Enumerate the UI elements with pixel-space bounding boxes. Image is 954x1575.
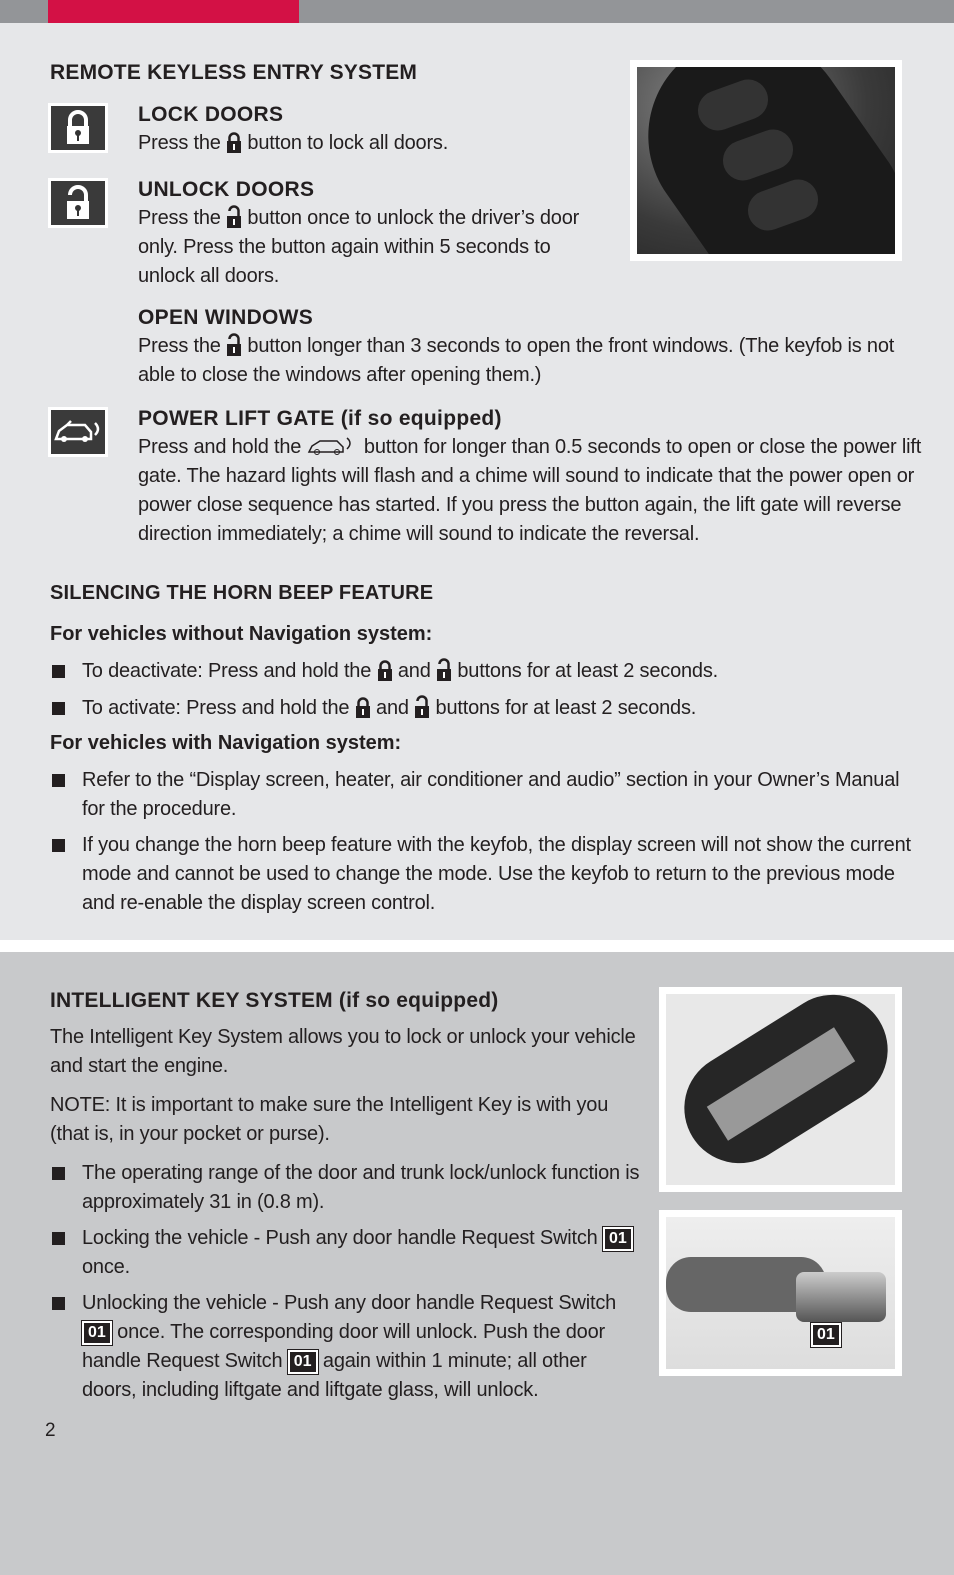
list-item: The operating range of the door and trunk lock/unlock function is approximately 31 in (0.8 m). — [50, 1159, 640, 1217]
lock-icon — [355, 696, 371, 718]
iks-note: NOTE: It is important to make sure the Intelligent Key is with you (that is, in your pocket or purse). — [50, 1094, 609, 1145]
text: and — [376, 697, 409, 719]
list-item — [50, 1224, 640, 1282]
lock-button-icon — [48, 103, 108, 153]
iks-paragraph: The Intelligent Key System allows you to lock or unlock your vehicle and start the engine. — [50, 1026, 636, 1077]
text: Press and hold the — [138, 436, 302, 458]
request-switch-tag: 01 — [603, 1227, 633, 1251]
intelligent-key-photo — [659, 987, 902, 1192]
lock-doors-block — [138, 100, 608, 158]
text: Locking the vehicle - Push any door handle Request Switch — [82, 1227, 598, 1249]
section-divider — [0, 940, 954, 952]
list-item — [50, 1289, 645, 1405]
open-windows-title: OPEN WINDOWS — [138, 306, 314, 329]
text: button once to unlock the driver’s door only. Press the button again within 5 seconds to unlock all doors. — [138, 207, 580, 287]
unlock-button-icon — [48, 178, 108, 228]
text: Press the — [138, 335, 221, 357]
lock-icon — [226, 131, 242, 153]
liftgate-button-icon — [48, 407, 108, 457]
request-switch-tag: 01 — [811, 1323, 841, 1347]
intelligent-key-section — [0, 952, 954, 1463]
horn-title: SILENCING THE HORN BEEP FEATURE — [50, 582, 434, 604]
text: Press the — [138, 132, 221, 154]
list-item — [50, 657, 910, 686]
nav-subhead: For vehicles with Navigation system: — [50, 732, 402, 754]
unlock-icon — [436, 657, 452, 681]
text: To activate: Press and hold the — [82, 697, 350, 719]
liftgate-icon — [307, 435, 359, 457]
request-switch-tag: 01 — [288, 1350, 318, 1374]
text: again within 1 minute; all other doors, including liftgate and liftgate glass, will unlock. — [82, 1350, 587, 1401]
unlock-doors-block — [138, 175, 608, 291]
text: once. — [82, 1256, 130, 1278]
unlock-icon — [226, 204, 242, 228]
section-title: REMOTE KEYLESS ENTRY SYSTEM — [50, 61, 418, 84]
door-handle-photo — [659, 1210, 902, 1376]
section-accent-bar — [48, 0, 299, 23]
iks-title: INTELLIGENT KEY SYSTEM (if so equipped) — [50, 989, 499, 1012]
text: buttons for at least 2 seconds. — [457, 660, 719, 682]
text: buttons for at least 2 seconds. — [435, 697, 697, 719]
list-item: If you change the horn beep feature with the keyfob, the display screen will not show the current mode and cannot be used to change the mode. Use the keyfob to return to the previous mode and re-enable the display screen control. — [50, 831, 920, 918]
keyfob-photo — [630, 60, 902, 261]
text: once. The corresponding door will unlock. Push the door handle Request Switch — [82, 1321, 605, 1372]
text: and — [397, 660, 431, 682]
unlock-doors-title: UNLOCK DOORS — [138, 178, 315, 201]
text: button longer than 3 seconds to open the front windows. (The keyfob is not able to close the windows after opening them.) — [138, 335, 895, 386]
lock-doors-title: LOCK DOORS — [138, 103, 284, 126]
list-item — [50, 694, 910, 723]
unlock-icon — [414, 694, 430, 718]
page-number: 2 — [45, 1420, 56, 1441]
lock-icon — [377, 659, 393, 681]
text: button for longer than 0.5 seconds to open or close the power lift gate. The hazard lights will flash and a chime will sound to indicate that the power open or power close sequence has started. If you press the button again, the lift gate will reverse direction immediately; a chime will sound to indicate the reversal. — [138, 436, 922, 545]
power-liftgate-block — [138, 404, 928, 549]
request-switch-tag: 01 — [82, 1321, 112, 1345]
unlock-icon — [226, 332, 242, 356]
power-liftgate-title: POWER LIFT GATE (if so equipped) — [138, 407, 502, 430]
text: Press the — [138, 207, 221, 229]
top-bar — [0, 0, 954, 23]
open-windows-block — [138, 303, 908, 390]
text: Unlocking the vehicle - Push any door handle Request Switch — [82, 1292, 617, 1314]
text: button to lock all doors. — [247, 132, 449, 154]
no-nav-subhead: For vehicles without Navigation system: — [50, 623, 433, 645]
list-item: Refer to the “Display screen, heater, air conditioner and audio” section in your Owner’s Manual for the procedure. — [50, 766, 910, 824]
remote-keyless-section — [0, 23, 954, 940]
text: To deactivate: Press and hold the — [82, 660, 372, 682]
